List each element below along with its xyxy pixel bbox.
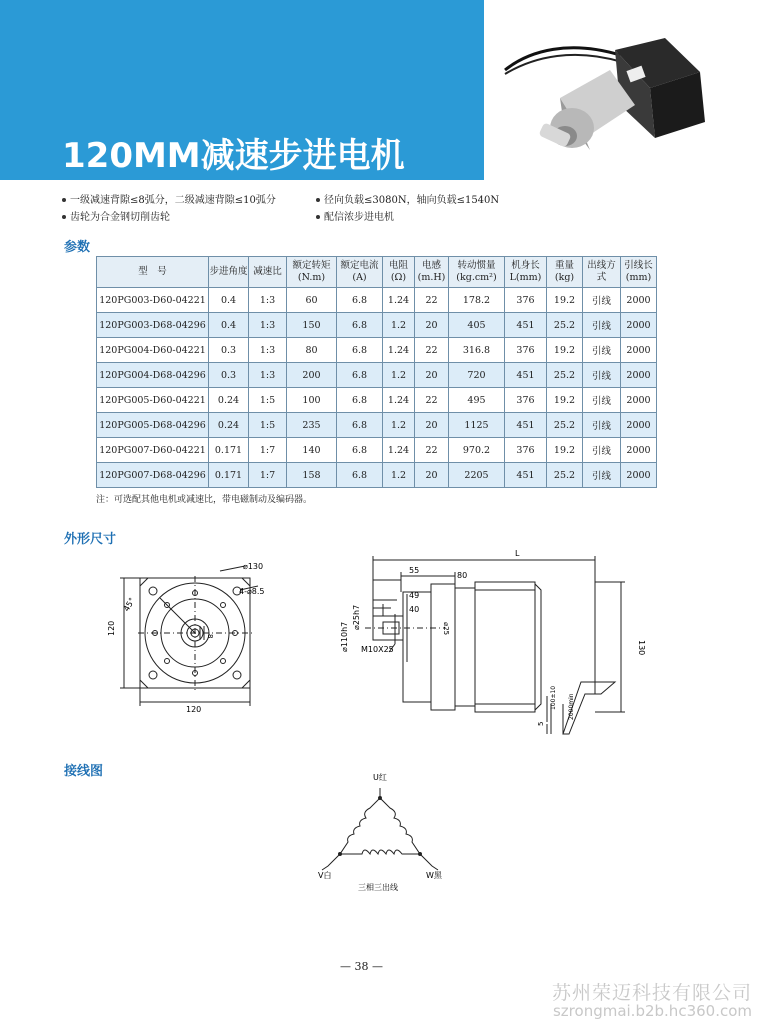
- table-header-row: [97, 257, 657, 288]
- table-cell: 0.24: [209, 413, 249, 438]
- table-cell: 1.2: [383, 313, 415, 338]
- table-cell: 25.2: [547, 463, 583, 488]
- table-cell: 0.4: [209, 288, 249, 313]
- side-height-label: 130: [637, 640, 646, 656]
- table-cell: 120PG007-D68-04296: [97, 463, 209, 488]
- table-row: [97, 313, 657, 338]
- table-cell: 451: [505, 413, 547, 438]
- side-lead1-label: 100±10: [550, 685, 557, 710]
- table-cell: 1.24: [383, 288, 415, 313]
- wiring-v-label: V白: [318, 871, 332, 880]
- col-header: 型 号: [97, 257, 209, 288]
- col-header: 额定转矩(N.m): [287, 257, 337, 288]
- table-cell: 120PG005-D60-04221: [97, 388, 209, 413]
- feature-item: 径向负载≤3080N，轴向负载≤1540N: [316, 192, 499, 209]
- side-pilot-label: ⌀110h7: [340, 621, 349, 652]
- table-note: 注：可选配其他电机或减速比，带电磁制动及编码器。: [96, 495, 313, 505]
- table-cell: 0.171: [209, 438, 249, 463]
- table-cell: 1:5: [249, 413, 287, 438]
- website-watermark: szrongmai.b2b.hc360.com: [552, 1002, 752, 1020]
- table-cell: 0.171: [209, 463, 249, 488]
- side-55-label: 55: [409, 566, 420, 575]
- table-cell: 22: [415, 288, 449, 313]
- table-cell: 2000: [621, 388, 657, 413]
- table-cell: 2000: [621, 413, 657, 438]
- feature-list-right: [316, 192, 499, 226]
- table-cell: 1:5: [249, 388, 287, 413]
- wiring-diagram: [300, 766, 460, 896]
- table-cell: 引线: [583, 413, 621, 438]
- table-cell: 1:7: [249, 438, 287, 463]
- table-cell: 25.2: [547, 313, 583, 338]
- table-cell: 6.8: [337, 288, 383, 313]
- table-cell: 2205: [449, 463, 505, 488]
- col-header: 步进角度: [209, 257, 249, 288]
- table-cell: 1:3: [249, 288, 287, 313]
- table-cell: 22: [415, 338, 449, 363]
- table-cell: 2000: [621, 338, 657, 363]
- front-key-label: 8: [206, 634, 214, 639]
- table-cell: 19.2: [547, 438, 583, 463]
- feature-item: 齿轮为合金钢切削齿轮: [62, 209, 276, 226]
- table-cell: 178.2: [449, 288, 505, 313]
- table-cell: 引线: [583, 363, 621, 388]
- table-cell: 1.2: [383, 363, 415, 388]
- motor-photo: [500, 10, 740, 175]
- side-view-drawing: [325, 544, 650, 744]
- table-cell: 120PG004-D68-04296: [97, 363, 209, 388]
- table-row: [97, 438, 657, 463]
- table-cell: 19.2: [547, 388, 583, 413]
- side-L-label: L: [515, 549, 520, 558]
- table-cell: 22: [415, 438, 449, 463]
- table-cell: 200: [287, 363, 337, 388]
- table-cell: 2000: [621, 463, 657, 488]
- side-key-label: ⌀25: [442, 622, 450, 636]
- table-cell: 1.24: [383, 438, 415, 463]
- table-row: [97, 463, 657, 488]
- table-cell: 20: [415, 463, 449, 488]
- table-cell: 60: [287, 288, 337, 313]
- table-cell: 2000: [621, 313, 657, 338]
- table-cell: 150: [287, 313, 337, 338]
- table-cell: 1:3: [249, 313, 287, 338]
- table-cell: 1:3: [249, 363, 287, 388]
- wiring-u-label: U红: [373, 773, 387, 782]
- table-cell: 引线: [583, 338, 621, 363]
- table-cell: 2000: [621, 288, 657, 313]
- col-header: 电阻(Ω): [383, 257, 415, 288]
- table-cell: 120PG007-D60-04221: [97, 438, 209, 463]
- front-view-drawing: [100, 556, 290, 716]
- page-number: — 38 —: [340, 960, 383, 973]
- table-cell: 20: [415, 313, 449, 338]
- spec-table: [96, 256, 657, 488]
- table-cell: 1125: [449, 413, 505, 438]
- table-row: [97, 388, 657, 413]
- table-cell: 19.2: [547, 338, 583, 363]
- wiring-w-label: W黑: [426, 871, 442, 880]
- section-title-wiring: 接线图: [64, 764, 104, 779]
- front-width-label: 120: [186, 705, 202, 714]
- table-cell: 495: [449, 388, 505, 413]
- table-cell: 1:3: [249, 338, 287, 363]
- front-height-label: 120: [107, 620, 116, 636]
- table-cell: 120PG003-D60-04221: [97, 288, 209, 313]
- table-cell: 451: [505, 363, 547, 388]
- table-cell: 0.3: [209, 338, 249, 363]
- table-cell: 970.2: [449, 438, 505, 463]
- col-header: 出线方式: [583, 257, 621, 288]
- table-cell: 20: [415, 413, 449, 438]
- table-cell: 376: [505, 338, 547, 363]
- col-header: 额定电流(A): [337, 257, 383, 288]
- table-cell: 235: [287, 413, 337, 438]
- col-header: 机身长L(mm): [505, 257, 547, 288]
- table-cell: 25.2: [547, 413, 583, 438]
- feature-list-left: [62, 192, 276, 226]
- front-dia-label: ⌀130: [243, 562, 264, 571]
- front-holes-label: 4-⌀8.5: [239, 587, 265, 596]
- wiring-caption: 三相三出线: [358, 883, 398, 892]
- table-cell: 1.2: [383, 413, 415, 438]
- table-cell: 0.24: [209, 388, 249, 413]
- table-cell: 100: [287, 388, 337, 413]
- table-cell: 25.2: [547, 363, 583, 388]
- side-gap-label: 5: [537, 721, 545, 726]
- table-cell: 376: [505, 388, 547, 413]
- table-cell: 158: [287, 463, 337, 488]
- table-cell: 22: [415, 388, 449, 413]
- table-cell: 1.24: [383, 338, 415, 363]
- table-cell: 0.3: [209, 363, 249, 388]
- table-cell: 引线: [583, 438, 621, 463]
- table-cell: 80: [287, 338, 337, 363]
- table-cell: 6.8: [337, 463, 383, 488]
- table-cell: 19.2: [547, 288, 583, 313]
- table-row: [97, 288, 657, 313]
- front-angle-label: 45°: [121, 596, 137, 613]
- table-cell: 405: [449, 313, 505, 338]
- side-thread-label: M10X25: [361, 645, 394, 654]
- table-row: [97, 413, 657, 438]
- section-title-params: 参数: [64, 240, 91, 255]
- col-header: 引线长(mm): [621, 257, 657, 288]
- table-cell: 376: [505, 438, 547, 463]
- col-header: 重量(kg): [547, 257, 583, 288]
- col-header: 电感(m.H): [415, 257, 449, 288]
- table-cell: 0.4: [209, 313, 249, 338]
- side-40-label: 40: [409, 605, 420, 614]
- table-cell: 2000: [621, 363, 657, 388]
- feature-item: 一级减速背隙≤8弧分，二级减速背隙≤10弧分: [62, 192, 276, 209]
- feature-item: 配信浓步进电机: [316, 209, 499, 226]
- table-cell: 1.24: [383, 388, 415, 413]
- side-lead2-label: 2000min: [568, 693, 575, 720]
- table-cell: 140: [287, 438, 337, 463]
- section-title-dims: 外形尺寸: [64, 532, 117, 547]
- table-cell: 120PG005-D68-04296: [97, 413, 209, 438]
- table-cell: 6.8: [337, 338, 383, 363]
- col-header: 转动惯量(kg.cm²): [449, 257, 505, 288]
- table-cell: 6.8: [337, 363, 383, 388]
- table-cell: 6.8: [337, 438, 383, 463]
- table-cell: 376: [505, 288, 547, 313]
- table-cell: 引线: [583, 288, 621, 313]
- table-cell: 1.2: [383, 463, 415, 488]
- table-cell: 316.8: [449, 338, 505, 363]
- table-cell: 451: [505, 463, 547, 488]
- table-cell: 1:7: [249, 463, 287, 488]
- table-cell: 引线: [583, 463, 621, 488]
- side-80-label: 80: [457, 571, 468, 580]
- table-cell: 6.8: [337, 388, 383, 413]
- table-cell: 451: [505, 313, 547, 338]
- table-cell: 6.8: [337, 313, 383, 338]
- table-cell: 6.8: [337, 413, 383, 438]
- page-title: 120MM减速步进电机: [62, 136, 405, 176]
- side-49-label: 49: [409, 591, 420, 600]
- table-cell: 120PG003-D68-04296: [97, 313, 209, 338]
- side-shaft-label: ⌀25h7: [352, 604, 361, 630]
- table-cell: 引线: [583, 313, 621, 338]
- table-cell: 引线: [583, 388, 621, 413]
- table-cell: 20: [415, 363, 449, 388]
- table-cell: 2000: [621, 438, 657, 463]
- table-row: [97, 363, 657, 388]
- table-cell: 120PG004-D60-04221: [97, 338, 209, 363]
- table-cell: 720: [449, 363, 505, 388]
- table-row: [97, 338, 657, 363]
- col-header: 减速比: [249, 257, 287, 288]
- company-watermark: 苏州荣迈科技有限公司: [551, 982, 752, 1004]
